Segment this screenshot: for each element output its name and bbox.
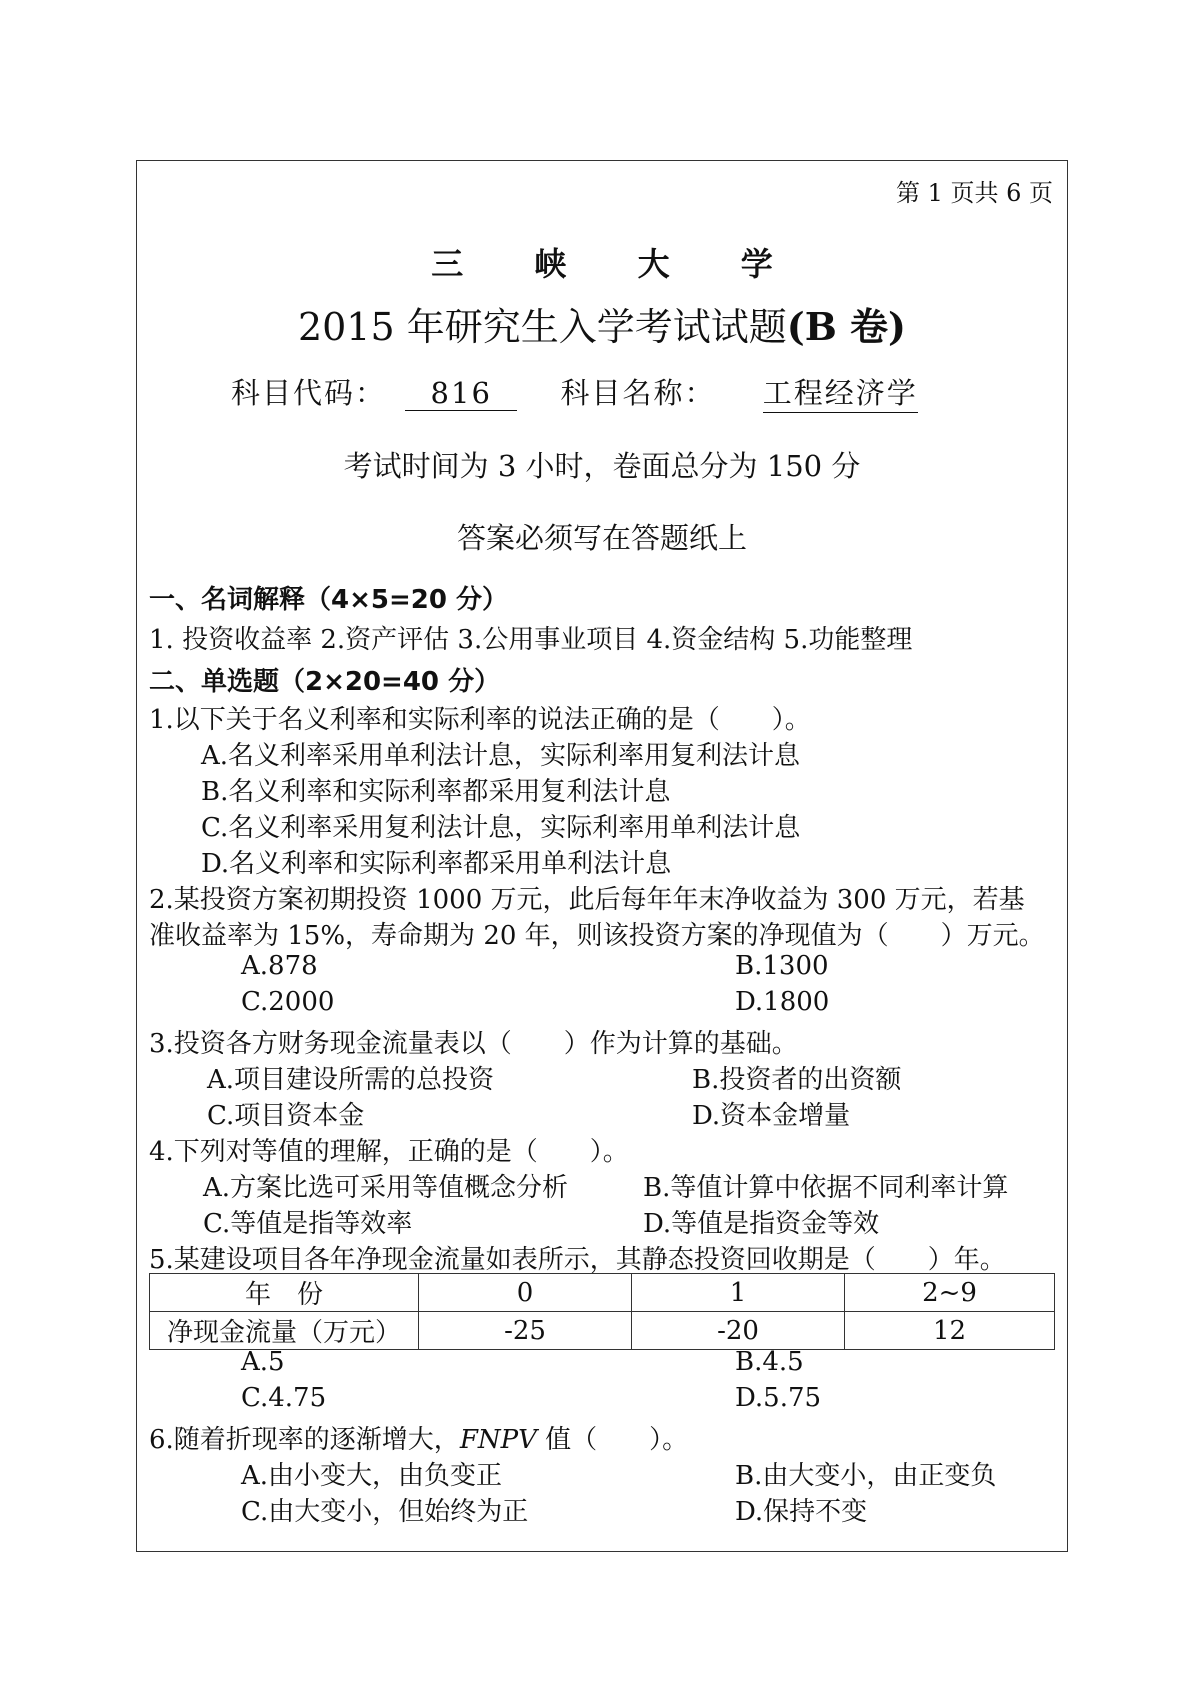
table-cell: -25 [419, 1312, 632, 1350]
q2-stem-line1: 2.某投资方案初期投资 1000 万元，此后每年年末净收益为 300 万元，若基 [149, 885, 1025, 915]
q2-option-b: B.1300 [735, 951, 829, 981]
exam-title [137, 296, 1067, 351]
table-cell: 0 [419, 1274, 632, 1312]
q1-option-d: D.名义利率和实际利率都采用单利法计息 [201, 849, 672, 879]
subject-name-label: 科目名称： [560, 376, 716, 410]
q6-stem-suffix: 值（ ）。 [536, 1425, 689, 1455]
exam-title-main: 2015 年研究生入学考试试题 [297, 305, 787, 349]
subject-line [231, 371, 918, 413]
table-cell: 12 [845, 1312, 1055, 1350]
table-cell: 净现金流量（万元） [150, 1312, 419, 1350]
q2-option-a: A.878 [241, 951, 318, 981]
table-row [150, 1312, 1055, 1350]
university-name: 三 峡 大 学 [431, 245, 803, 283]
table-cell: 2~9 [845, 1274, 1055, 1312]
q5-option-d: D.5.75 [735, 1383, 822, 1413]
q4-option-a: A.方案比选可采用等值概念分析 [203, 1173, 569, 1203]
section-2-title: 二、单选题（2×20=40 分） [149, 667, 501, 697]
q4-option-b: B.等值计算中依据不同利率计算 [643, 1173, 1009, 1203]
answer-sheet-note: 答案必须写在答题纸上 [456, 521, 747, 555]
q3-option-a: A.项目建设所需的总投资 [207, 1065, 495, 1095]
q5-option-a: A.5 [241, 1347, 285, 1377]
q2-option-d: D.1800 [735, 987, 830, 1017]
cash-flow-table [149, 1273, 1055, 1350]
q1-option-b: B.名义利率和实际利率都采用复利法计息 [201, 777, 671, 807]
q6-option-c: C.由大变小，但始终为正 [241, 1497, 529, 1527]
q2-stem-line2: 准收益率为 15%，寿命期为 20 年，则该投资方案的净现值为（ ）万元。 [149, 921, 1045, 951]
exam-time-note: 考试时间为 3 小时，卷面总分为 150 分 [343, 449, 861, 483]
q5-stem: 5.某建设项目各年净现金流量如表所示，其静态投资回收期是（ ）年。 [149, 1245, 1006, 1275]
table-cell: 1 [632, 1274, 845, 1312]
subject-code-label: 科目代码： [231, 376, 387, 410]
q1-option-a: A.名义利率采用单利法计息，实际利率用复利法计息 [201, 741, 801, 771]
q3-stem: 3.投资各方财务现金流量表以（ ）作为计算的基础。 [149, 1029, 798, 1059]
q3-option-d: D.资本金增量 [692, 1101, 851, 1131]
q4-option-d: D.等值是指资金等效 [643, 1209, 880, 1239]
q6-stem-fnpv: FNPV [459, 1425, 537, 1455]
q6-option-a: A.由小变大，由负变正 [241, 1461, 503, 1491]
q6-option-b: B.由大变小，由正变负 [735, 1461, 997, 1491]
q1-stem: 1.以下关于名义利率和实际利率的说法正确的是（ ）。 [149, 705, 811, 735]
subject-name: 工程经济学 [763, 371, 918, 413]
q3-option-c: C.项目资本金 [207, 1101, 365, 1131]
q2-option-c: C.2000 [241, 987, 335, 1017]
section-1-items: 1. 投资收益率 2.资产评估 3.公用事业项目 4.资金结构 5.功能整理 [149, 625, 913, 655]
table-cell: -20 [632, 1312, 845, 1350]
table-cell: 年 份 [150, 1274, 419, 1312]
exam-page-frame [136, 160, 1068, 1552]
q4-stem: 4.下列对等值的理解，正确的是（ ）。 [149, 1137, 629, 1167]
q5-option-c: C.4.75 [241, 1383, 327, 1413]
q6-stem-prefix: 6.随着折现率的逐渐增大， [149, 1425, 460, 1455]
page-number: 第 1 页共 6 页 [895, 179, 1053, 207]
section-1-title: 一、名词解释（4×5=20 分） [149, 585, 508, 615]
q3-option-b: B.投资者的出资额 [692, 1065, 902, 1095]
q1-option-c: C.名义利率采用复利法计息，实际利率用单利法计息 [201, 813, 801, 843]
q6-stem [149, 1419, 688, 1456]
q6-option-d: D.保持不变 [735, 1497, 868, 1527]
table-header-row [150, 1274, 1055, 1312]
q5-option-b: B.4.5 [735, 1347, 804, 1377]
subject-code: 816 [405, 376, 517, 411]
q4-option-c: C.等值是指等效率 [203, 1209, 413, 1239]
exam-title-paper: (B 卷) [786, 304, 907, 349]
